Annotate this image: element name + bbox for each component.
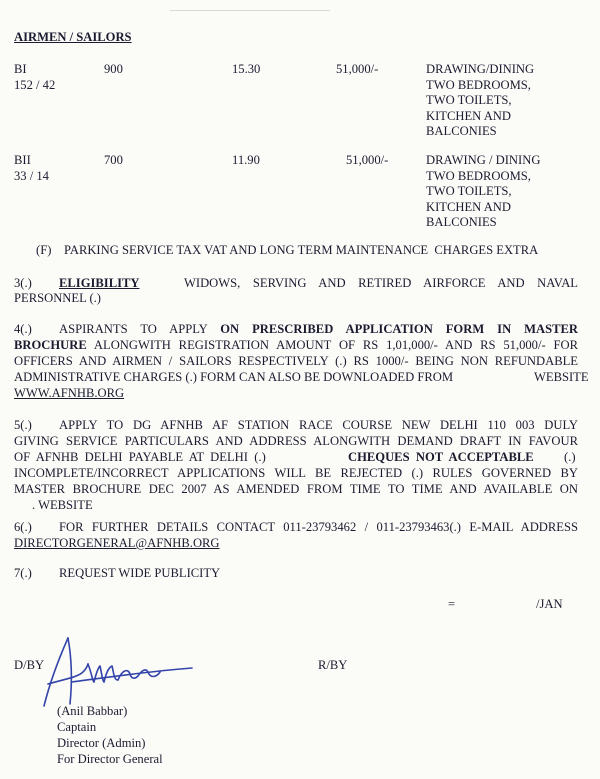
paragraph-line: [14, 370, 589, 386]
signatory-title: Director (Admin): [57, 736, 146, 750]
date-equals: =: [448, 597, 456, 611]
website-link[interactable]: WWW.AFNHB.ORG: [14, 386, 125, 400]
paragraph-text: ADMINISTRATIVE CHARGES (.) FORM CAN ALSO BE DOWNLOADED FROM: [14, 370, 454, 384]
row-description-line: TWO BEDROOMS,: [426, 77, 531, 92]
row-registration: 51,000/-: [336, 62, 379, 76]
paragraph-line: OFFICERS AND AIRMEN / SAILORS RESPECTIVELY (.) RS 1000/- BEING NON REFUNDABLE: [14, 354, 578, 368]
row-description: [426, 62, 534, 140]
paragraph-number: 7(.): [14, 566, 32, 580]
row-area: 700: [104, 153, 123, 167]
row-description-line: TWO TOILETS,: [426, 93, 512, 108]
signatory-rank: Captain: [57, 720, 97, 734]
paragraph-line: PERSONNEL (.): [14, 291, 101, 305]
paragraph-text-bold: BROCHURE: [14, 338, 87, 352]
paragraph-text-bold: ON PRESCRIBED APPLICATION FORM IN MASTER: [220, 322, 579, 336]
signatory-name: (Anil Babbar): [57, 704, 128, 718]
paragraph-line: FOR FURTHER DETAILS CONTACT 011-23793462 / 011-23793463(.) E-MAIL ADDRESS: [59, 520, 578, 534]
note-f-text: PARKING SERVICE TAX VAT AND LONG TERM MAINTENANCE CHARGES EXTRA: [64, 243, 539, 257]
row-description-line: DRAWING/DINING: [426, 62, 535, 76]
received-by-label: R/BY: [318, 658, 348, 672]
row-code: 33 / 14: [14, 169, 49, 183]
scan-artifact-line: [170, 10, 330, 11]
paragraph-text: WEBSITE: [534, 370, 589, 384]
row-category: BI: [14, 62, 27, 76]
paragraph-text: ASPIRANTS TO APPLY: [59, 322, 221, 336]
paragraph-number: 4(.): [14, 322, 32, 336]
row-description-line: TWO BEDROOMS,: [426, 168, 531, 183]
row-price: 15.30: [232, 62, 261, 76]
drafted-by-label: D/BY: [14, 658, 45, 672]
row-registration: 51,000/-: [346, 153, 389, 167]
row-area: 900: [104, 62, 123, 76]
paragraph-line: GIVING SERVICE PARTICULARS AND ADDRESS ALONGWITH DEMAND DRAFT IN FAVOUR: [14, 434, 578, 448]
paragraph-line: MASTER BROCHURE DEC 2007 AS AMENDED FROM TIME TO TIME AND AVAILABLE ON: [14, 482, 578, 496]
paragraph-line: [14, 338, 578, 354]
eligibility-heading: ELIGIBILITY: [59, 276, 140, 290]
row-description-line: BALCONIES: [426, 215, 497, 230]
row-description-line: DRAWING / DINING: [426, 153, 541, 167]
paragraph-line: [14, 450, 578, 466]
publicity-request: REQUEST WIDE PUBLICITY: [59, 566, 221, 580]
section-heading: AIRMEN / SAILORS: [14, 30, 132, 44]
paragraph-line: [59, 322, 578, 338]
row-description-line: TWO TOILETS,: [426, 184, 512, 199]
date-month: /JAN: [536, 597, 563, 611]
paragraph-line: WIDOWS, SERVING AND RETIRED AIRFORCE AND NAVAL: [184, 276, 578, 290]
row-price: 11.90: [232, 153, 260, 167]
row-description-line: BALCONIES: [426, 124, 497, 139]
paragraph-line: APPLY TO DG AFNHB AF STATION RACE COURSE NEW DELHI 110 003 DULY: [59, 418, 578, 432]
paragraph-line: INCOMPLETE/INCORRECT APPLICATIONS WILL BE REJECTED (.) RULES GOVERNED BY: [14, 466, 578, 480]
paragraph-line: . WEBSITE: [32, 498, 93, 512]
paragraph-text: OF AFNHB DELHI PAYABLE AT DELHI (.): [14, 450, 266, 464]
row-description-line: KITCHEN AND: [426, 108, 512, 123]
paragraph-text-bold: CHEQUES NOT ACCEPTABLE: [348, 450, 534, 464]
row-code: 152 / 42: [14, 78, 56, 92]
paragraph-number: 5(.): [14, 418, 32, 432]
paragraph-text: (.): [564, 450, 576, 464]
row-description: [426, 153, 540, 231]
paragraph-number: 6(.): [14, 520, 32, 534]
row-category: BII: [14, 153, 31, 167]
row-description-line: KITCHEN AND: [426, 199, 512, 214]
paragraph-text: ALONGWITH REGISTRATION AMOUNT OF RS 1,01,000/- AND RS 51,000/- FOR: [86, 338, 578, 352]
paragraph-number: 3(.): [14, 276, 32, 290]
note-f-label: (F): [36, 243, 52, 257]
email-link[interactable]: DIRECTORGENERAL@AFNHB.ORG: [14, 536, 220, 550]
signatory-for: For Director General: [57, 752, 163, 766]
